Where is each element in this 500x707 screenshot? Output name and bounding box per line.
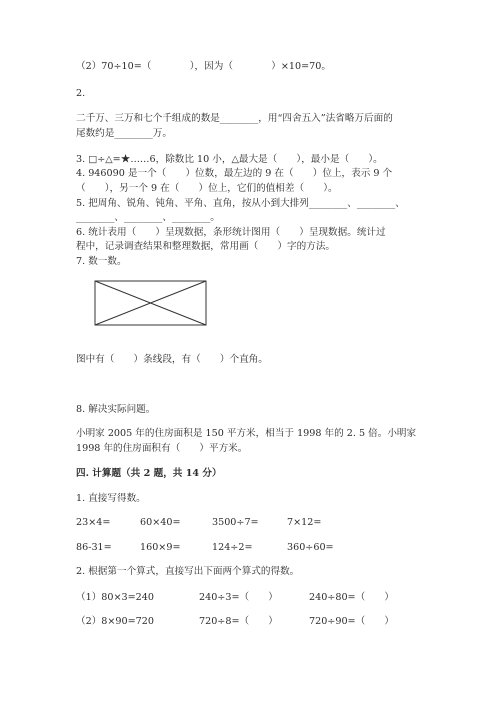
calc-item: 124÷2= [212,542,253,553]
rectangle-diagonals-figure [94,280,208,330]
q5-line-2: ________、________、________。 [76,212,220,223]
derive-item: 720÷90=（ ） [309,616,394,627]
q2-line-1: 二千万、三万和七个千组成的数是________，用“四舍五入”法省略万后面的 [76,113,393,124]
q2-number: 2. [76,88,86,99]
q5-line-1: 5. 把周角、锐角、钝角、平角、直角，按从小到大排列________、________、 [76,198,405,209]
calc-q1-prompt: 1. 直接写得数。 [76,493,146,504]
derive-item: （2）8×90=720 [76,616,154,627]
q4-line-1: 4. 946090 是一个（ ）位数，最左边的 9 在（ ）位上，表示 9 个 [76,168,393,179]
q2-part2-line: （2）70÷10=（ ），因为（ ）×10=70。 [76,61,331,72]
derive-item: 720÷8=（ ） [199,616,278,627]
calc-item: 86-31= [76,542,112,553]
q7-line: 7. 数一数。 [76,256,127,267]
calc-item: 3500÷7= [212,517,259,528]
q6-line-2: 程中，记录调查结果和整理数据，常用画（ ）字的方法。 [76,241,336,252]
derive-item: （1）80×3=240 [76,592,154,603]
calc-q2-prompt: 2. 根据第一个算式，直接写出下面两个算式的得数。 [76,566,300,577]
calc-item: 160×9= [140,542,181,553]
q8-line: 8. 解决实际问题。 [76,404,156,415]
q6-line-1: 6. 统计表用（ ）呈现数据，条形统计图用（ ）呈现数据。统计过 [76,227,386,238]
derive-item: 240÷80=（ ） [309,592,394,603]
derive-item: 240÷3=（ ） [199,592,278,603]
calc-item: 7×12= [287,517,322,528]
q2-line-2: 尾数约是________万。 [76,128,172,139]
q8-problem-line-2: 1998 年的住房面积有（ ）平方米。 [76,443,248,454]
calc-item: 360÷60= [287,542,334,553]
calc-item: 60×40= [140,517,181,528]
q7-answer-line: 图中有（ ）条线段，有（ ）个直角。 [76,354,268,365]
q4-line-2: （ ），另一个 9 在（ ）位上，它们的值相差（ ）。 [76,183,338,194]
q3-line: 3. □÷△=★……6，除数比 10 小，△最大是（ ），最小是（ ）。 [76,154,383,165]
section-title: 四. 计算题（共 2 题，共 14 分） [76,468,222,479]
calc-item: 23×4= [76,517,111,528]
q8-problem-line-1: 小明家 2005 年的住房面积是 150 平方米，相当于 1998 年的 2. 5 倍。小明家 [76,428,417,439]
